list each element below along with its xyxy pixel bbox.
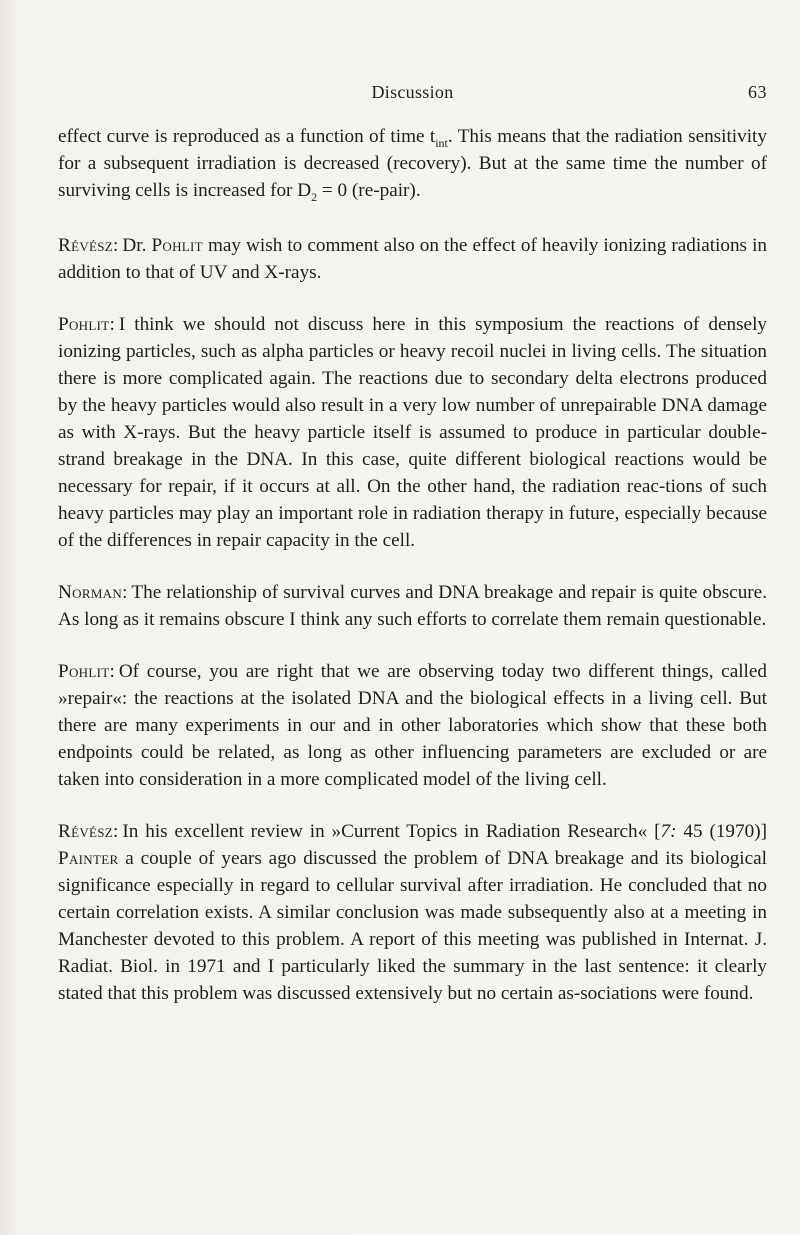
paragraph-continuation [58,123,767,204]
speaker-colon: : [122,582,128,603]
speaker-name: Norman [58,582,123,603]
speaker-colon: : [113,235,119,256]
discussion-body [58,123,767,1032]
paragraph-pohlit-reply-1 [58,311,767,554]
subscript-int: int [435,135,448,150]
paragraph-revesz-question [58,232,767,286]
inline-name: Pohlit [151,235,203,256]
paragraph-text: The relationship of survival curves and DNA breakage and repair is quite obscure. As long as it remains obscure I think any such efforts to correlate them remain questionable. [58,582,767,630]
speaker-name: Révész [58,821,114,842]
paragraph-norman [58,579,767,633]
speaker-name: Pohlit [58,314,110,335]
cited-author: Painter [58,848,119,869]
paragraph-pohlit-reply-2 [58,658,767,793]
speaker-colon: : [109,661,115,682]
paragraph-text: I think we should not discuss here in this symposium the reactions of densely ionizing particles, such as alpha particles or heavy recoil nuclei in living cells. The situation there is more complicated again. The reactions due to secondary delta electrons produced by the heavy particles would also result in a very low number of unrepairable DNA damage as with X-rays. But the heavy particle itself is assumed to produce in particular double-strand breakage in the DNA. In this case, quite different biological reactions would be necessary for repair, if it occurs at all. On the other hand, the radiation reac-tions of such heavy particles may play an important role in radiation therapy in future, especially because of the differences in repair capacity in the cell. [58,314,767,551]
speaker-colon: : [109,314,115,335]
citation-rest: 45 (1970)] [676,821,767,842]
speaker-name: Pohlit [58,661,110,682]
citation-volume: 7: [660,821,677,842]
paragraph-revesz-review [58,818,767,1007]
speaker-name: Révész [58,235,114,256]
paragraph-text: effect curve is reproduced as a function of time t [58,126,436,147]
paragraph-text: a couple of years ago discussed the problem of DNA breakage and its biological significance especially in regard to cellular survival after irradiation. He concluded that no certain correlation exists. A similar conclusion was made subsequently also at a meeting in Manchester devoted to this problem. A report of this meeting was published in Internat. J. Radiat. Biol. in 1971 and I particularly liked the summary in the last sentence: it clearly stated that this problem was discussed extensively but no certain as-sociations were found. [58,848,767,1004]
speaker-colon: : [113,821,119,842]
running-head [58,82,767,106]
page-number: 63 [748,82,767,102]
subscript-2: 2 [311,189,318,204]
running-title: Discussion [371,82,454,102]
paragraph-text: . This means that the radiation sensitivity for a subsequent irradiation is decreased (recovery). But at the same time the number of surviving cells is increased for D [58,126,767,201]
paragraph-text: Of course, you are right that we are observing today two different things, called »repair«: the reactions at the isolated DNA and the biological effects in a living cell. But there are many experiments in our and in other laboratories which show that these both endpoints could be related, as long as other influencing parameters are excluded or are taken into consideration in a more complicated model of the living cell. [58,661,767,790]
paragraph-text: Dr. Pohlit may wish to comment also on the effect of heavily ionizing radiations in addition to that of UV and X-rays. [58,235,768,283]
paragraph-text: In his excellent review in »Current Topics in Radiation Research« [ [122,821,661,842]
paragraph-text: = 0 (re-pair). [317,180,421,201]
